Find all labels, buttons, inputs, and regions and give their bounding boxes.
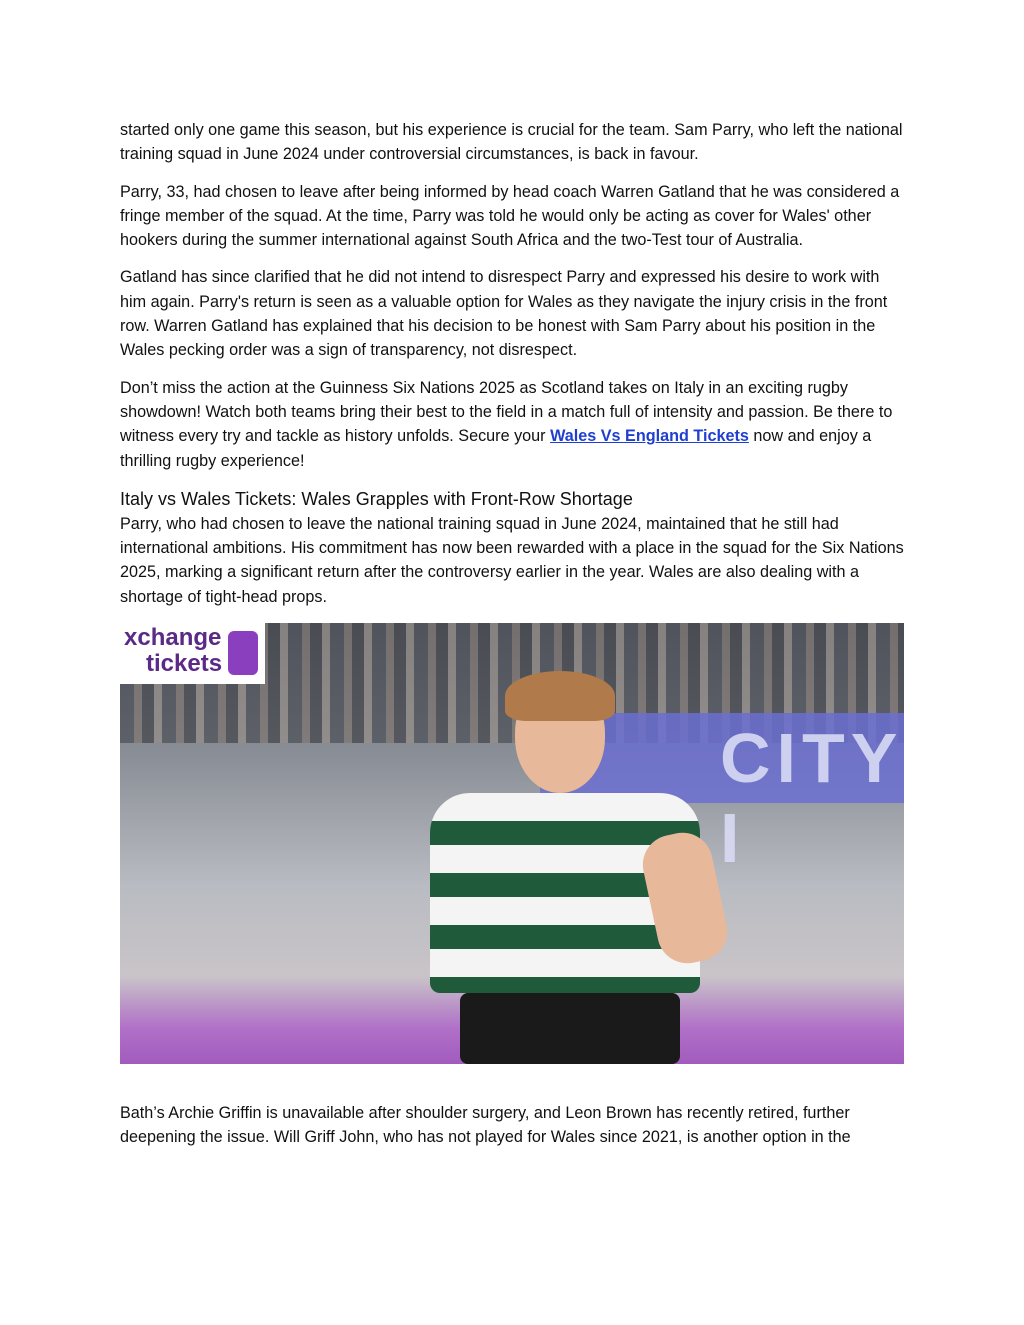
paragraph-1: started only one game this season, but his experience is crucial for the team. Sam Parry, who left the national training squad in June 2024 under controversial circumstances, is back in favour. [120, 121, 903, 164]
ticket-icon [228, 631, 258, 675]
stadium-banner-text: CITY I [720, 719, 903, 878]
document-page [120, 118, 906, 1163]
xchange-tickets-logo [120, 623, 265, 684]
wales-vs-england-tickets-link[interactable]: Wales Vs England Tickets [550, 427, 749, 446]
player-hair [505, 671, 615, 721]
rugby-player-figure [420, 663, 750, 1064]
section-heading: Italy vs Wales Tickets: Wales Grapples with Front-Row Shortage [120, 488, 633, 509]
paragraph-6: Bath’s Archie Griffin is unavailable after shoulder surgery, and Leon Brown has recently retired, further deepening the issue. Will Griff John, who has not played for Wales since 2021, is another option in the [120, 1104, 851, 1147]
paragraph-4-text-after: now and enjoy a thrilling rugby experience! [120, 427, 872, 470]
player-shorts [460, 993, 680, 1064]
paragraph-4-text-before: Don’t miss the action at the Guinness Six Nations 2025 as Scotland takes on Italy in an exciting rugby showdown! Watch both teams bring their best to the field in a match full of intensity and passion. Be there to witness every try and tackle as history unfolds. Secure your [120, 378, 893, 446]
paragraph-5: Parry, who had chosen to leave the national training squad in June 2024, maintained that he still had international ambitions. His commitment has now been rewarded with a place in the squad for the Six Nations 2025, marking a significant return after the controversy earlier in the year. Wales are also dealing with a shortage of tight-head props. [120, 514, 904, 606]
logo-line-2: tickets [146, 650, 223, 678]
paragraph-2: Parry, 33, had chosen to leave after being informed by head coach Warren Gatland that he was considered a fringe member of the squad. At the time, Parry was told he would only be acting as cover for Wales' other hookers during the summer international against South Africa and the two-Test tour of Australia. [120, 182, 900, 250]
paragraph-4 [120, 376, 906, 473]
rugby-player-photo [120, 623, 904, 1064]
logo-line-1: xchange [124, 624, 222, 652]
paragraph-3: Gatland has since clarified that he did not intend to disrespect Parry and expressed his desire to work with him again. Parry's return is seen as a valuable option for Wales as they navigate the injury crisis in the front row. Warren Gatland has explained that his decision to be honest with Sam Parry about his position in the Wales pecking order was a sign of transparency, not disrespect. [120, 268, 888, 360]
